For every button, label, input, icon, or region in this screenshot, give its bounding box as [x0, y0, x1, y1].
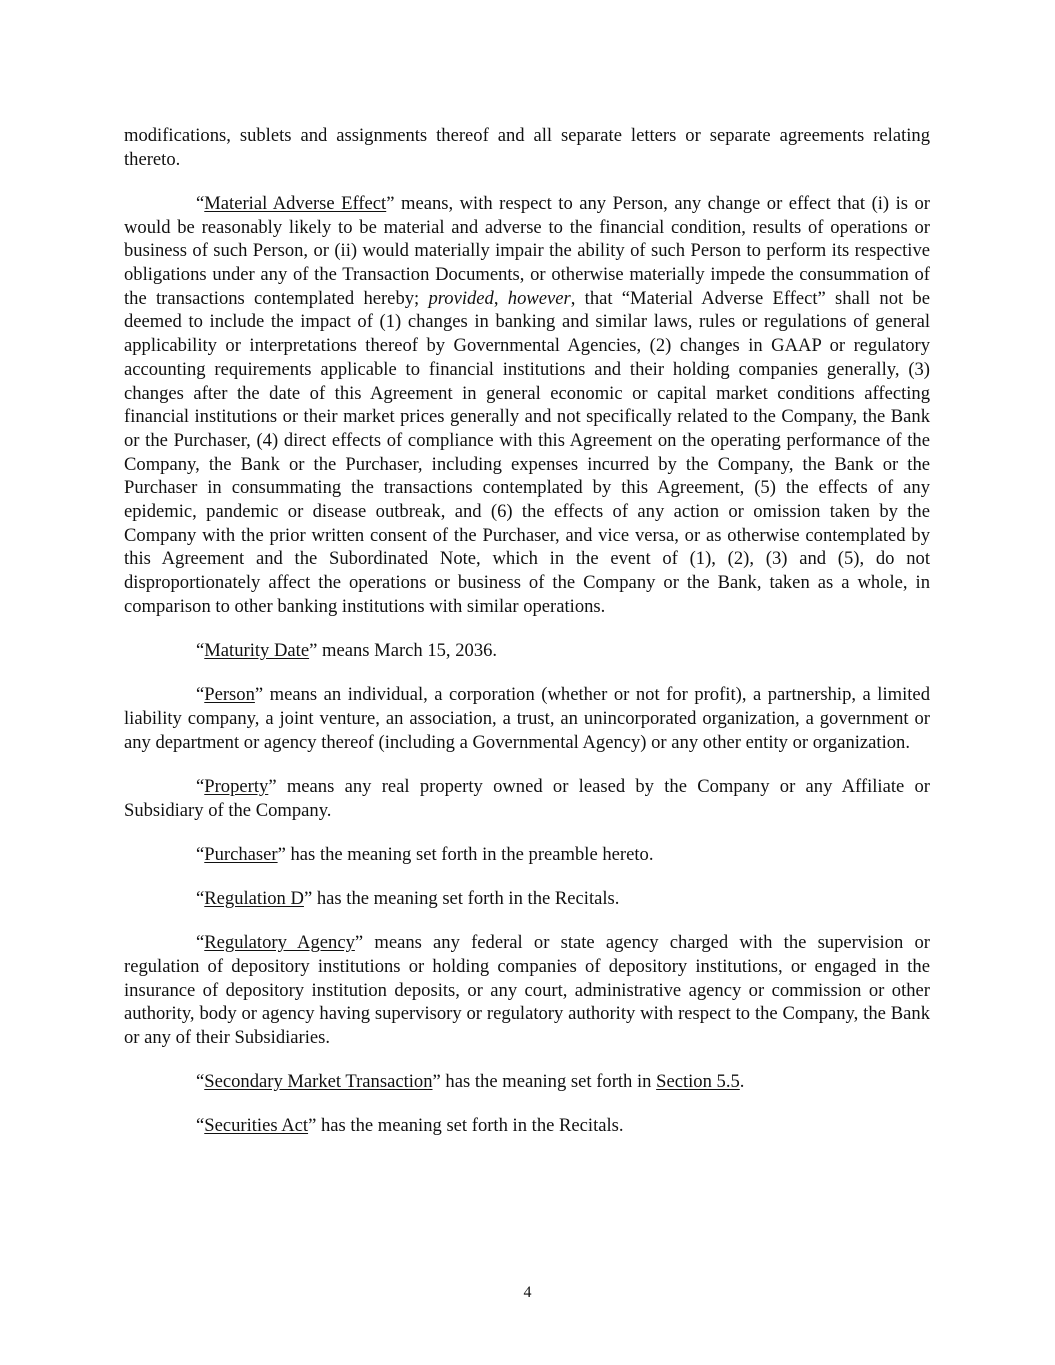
defined-term: Secondary Market Transaction: [204, 1071, 433, 1093]
page-number: 4: [523, 1284, 532, 1301]
italic-however: however: [507, 287, 571, 309]
defined-term: Material Adverse Effect: [204, 192, 387, 214]
document-page: [124, 124, 930, 1159]
definition-regulatory-agency: [124, 931, 930, 1050]
definition-property: [124, 775, 930, 822]
defined-term: Maturity Date: [204, 640, 310, 662]
definition-text: , that “Material Adverse Effect” shall not be deemed to include the impact of (1) changes in banking and similar laws, rules or regulations of general applicability or interpretations thereof by Governmental Agencies, (2) changes in GAAP or regulatory accounting requirements applicable to financial institutions and their holding companies generally, (3) changes after the date of this Agreement in general economic or capital market conditions affecting financial institutions or their market prices generally and not specifically related to the Company, the Bank or the Purchaser, (4) direct effects of compliance with this Agreement on the operating performance of the Company, the Bank or the Purchaser, including expenses incurred by the Company, the Bank or the Purchaser in consummating the transactions contemplated by this Agreement, (5) the effects of any epidemic, pandemic or disease outbreak, and (6) the effects of any action or omission taken by the Company with the prior written consent of the Purchaser, and vice versa, or as otherwise contemplated by this Agreement and the Subordinated Note, which in the event of (1), (2), (3) and (5), do not disproportionately affect the operations or business of the Company or the Bank, taken as a whole, in comparison to other banking institutions with similar operations.: [124, 287, 930, 617]
close-quote: ”: [303, 887, 313, 909]
definition-person: [124, 683, 930, 754]
open-quote: “: [196, 640, 205, 662]
close-quote: ”: [309, 640, 318, 662]
defined-term: Purchaser: [204, 843, 278, 865]
definition-maturity-date: [124, 639, 930, 663]
definition-text: means March 15, 2036.: [317, 640, 498, 662]
open-quote: “: [196, 1071, 205, 1093]
italic-provided: provided: [428, 287, 494, 309]
definition-text: has the meaning set forth in: [440, 1071, 657, 1093]
definition-text: has the meaning set forth in the Recitals.: [316, 1115, 624, 1137]
defined-term: Regulatory Agency: [204, 932, 355, 954]
close-quote: ”: [308, 1115, 317, 1137]
definition-text: has the meaning set forth in the Recitals.: [312, 887, 620, 909]
defined-term: Securities Act: [204, 1115, 309, 1137]
close-quote: ”: [268, 775, 277, 797]
defined-term: Person: [204, 684, 255, 706]
open-quote: “: [196, 192, 205, 214]
definition-purchaser: [124, 843, 930, 867]
open-quote: “: [196, 887, 205, 909]
section-cross-reference: Section 5.5: [656, 1071, 740, 1093]
open-quote: “: [196, 932, 205, 954]
close-quote: ”: [432, 1071, 441, 1093]
definition-text: means an individual, a corporation (whether or not for profit), a partnership, a limited liability company, a joint venture, an association, a trust, an unincorporated organization, a government or any department or agency thereof (including a Governmental Agency) or any other entity or organization.: [124, 684, 930, 753]
close-quote: ”: [386, 192, 395, 214]
open-quote: “: [196, 775, 205, 797]
close-quote: ”: [277, 843, 286, 865]
definition-securities-act: [124, 1114, 930, 1138]
definition-regulation-d: [124, 887, 930, 911]
open-quote: “: [196, 843, 205, 865]
definition-text: means any federal or state agency charged with the supervision or regulation of depository institutions or holding companies of depository institutions, or engaged in the insurance of depository institution deposits, or any court, administrative agency or commission or other authority, body or agency having supervisory or regulatory authority with respect to the Company, the Bank or any of their Subsidiaries.: [124, 932, 930, 1048]
open-quote: “: [196, 1115, 205, 1137]
separator: ,: [493, 287, 508, 309]
paragraph-text: modifications, sublets and assignments thereof and all separate letters or separate agreements relating thereto.: [124, 125, 930, 170]
defined-term: Property: [204, 775, 269, 797]
open-quote: “: [196, 684, 205, 706]
continuation-paragraph: [124, 124, 930, 171]
definition-text: means, with respect to any Person, any change or effect that (i) is or would be reasonably likely to be material and adverse to the financial condition, results of operations or business of such Person, or (ii) would materially impair the ability of such Person to perform its respective obligations under any of the Transaction Documents, or otherwise materially impede the consummation of the transactions contemplated hereby;: [124, 192, 930, 309]
close-quote: ”: [254, 684, 264, 706]
definition-text: has the meaning set forth in the preamble hereto.: [285, 843, 654, 865]
definition-text: means any real property owned or leased by the Company or any Affiliate or Subsidiary of the Company.: [124, 775, 930, 821]
period: .: [739, 1071, 745, 1093]
definition-secondary-market-transaction: [124, 1070, 930, 1094]
defined-term: Regulation D: [204, 887, 304, 909]
definition-material-adverse-effect: [124, 192, 930, 619]
close-quote: ”: [354, 932, 364, 954]
